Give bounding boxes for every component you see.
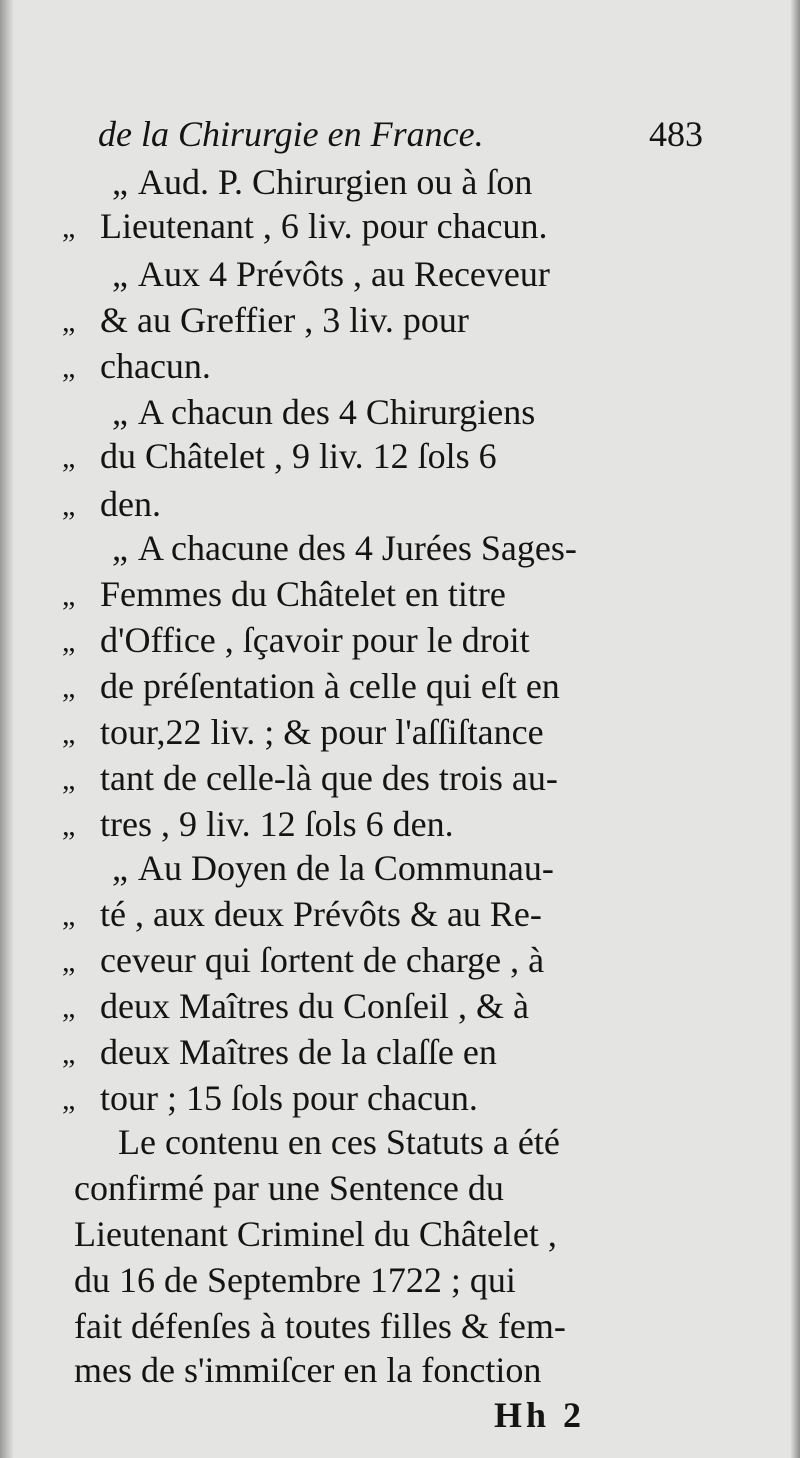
margin-quote-mark: „ bbox=[62, 717, 74, 750]
page-right-edge bbox=[790, 0, 800, 1458]
margin-quote-mark: „ bbox=[62, 305, 74, 338]
text-line: Lieutenant Criminel du Châtelet , bbox=[74, 1214, 557, 1254]
line-text: Au Doyen de la Communau- bbox=[137, 848, 554, 888]
margin-quote-mark: „ bbox=[62, 351, 74, 384]
text-line: d'Office , ſçavoir pour le droit bbox=[100, 620, 530, 660]
text-line: Femmes du Châtelet en titre bbox=[100, 574, 506, 614]
margin-quote-mark: „ bbox=[62, 763, 74, 796]
margin-quote-mark: „ bbox=[62, 809, 74, 842]
line-text: A chacune des 4 Jurées Sages- bbox=[137, 528, 577, 568]
text-line: mes de s'immiſcer en la fonction bbox=[74, 1350, 542, 1390]
text-line bbox=[112, 526, 577, 570]
text-line: Le contenu en ces Statuts a été bbox=[118, 1122, 560, 1162]
running-title: de la Chirurgie en France. bbox=[98, 114, 484, 154]
running-header bbox=[98, 112, 703, 162]
text-line: du 16 de Septembre 1722 ; qui bbox=[74, 1260, 516, 1300]
margin-quote-mark: „ bbox=[62, 441, 74, 474]
quote-mark: „ bbox=[112, 528, 128, 568]
text-line: ceveur qui ſortent de charge , à bbox=[100, 940, 545, 980]
text-line: té , aux deux Prévôts & au Re- bbox=[100, 894, 542, 934]
quote-mark: „ bbox=[112, 162, 128, 202]
text-line: tour ; 15 ſols pour chacun. bbox=[100, 1078, 478, 1118]
margin-quote-mark: „ bbox=[62, 579, 74, 612]
text-line: chacun. bbox=[100, 346, 211, 386]
text-line: fait défenſes à toutes filles & fem- bbox=[74, 1306, 566, 1346]
text-line: & au Greffier , 3 liv. pour bbox=[100, 300, 469, 340]
text-line: deux Maîtres de la claſſe en bbox=[100, 1032, 497, 1072]
margin-quote-mark: „ bbox=[62, 625, 74, 658]
text-line: den. bbox=[100, 484, 161, 524]
line-text: Aux 4 Prévôts , au Receveur bbox=[137, 254, 550, 294]
margin-quote-mark: „ bbox=[62, 991, 74, 1024]
text-line: confirmé par une Sentence du bbox=[74, 1168, 504, 1208]
text-line bbox=[112, 846, 554, 890]
text-line: tour,22 liv. ; & pour l'aſſiſtance bbox=[100, 712, 544, 752]
margin-quote-mark: „ bbox=[62, 211, 74, 244]
quote-mark: „ bbox=[112, 848, 128, 888]
text-line: tres , 9 liv. 12 ſols 6 den. bbox=[100, 804, 454, 844]
page-left-edge bbox=[0, 0, 14, 1458]
text-line: de préſentation à celle qui eſt en bbox=[100, 666, 560, 706]
margin-quote-mark: „ bbox=[62, 671, 74, 704]
text-line bbox=[112, 160, 532, 204]
text-line bbox=[112, 252, 550, 296]
signature-mark: Hh 2 bbox=[494, 1395, 586, 1435]
margin-quote-mark: „ bbox=[62, 899, 74, 932]
margin-quote-mark: „ bbox=[62, 1037, 74, 1070]
text-line: deux Maîtres du Conſeil , & à bbox=[100, 986, 529, 1026]
quote-mark: „ bbox=[112, 254, 128, 294]
text-line bbox=[112, 390, 535, 434]
line-text: Aud. P. Chirurgien ou à ſon bbox=[137, 162, 533, 202]
quote-mark: „ bbox=[112, 392, 128, 432]
page-number: 483 bbox=[649, 114, 703, 154]
margin-quote-mark: „ bbox=[62, 489, 74, 522]
text-line: tant de celle-là que des trois au- bbox=[100, 758, 558, 798]
text-line: du Châtelet , 9 liv. 12 ſols 6 bbox=[100, 436, 497, 476]
line-text: A chacun des 4 Chirurgiens bbox=[137, 392, 536, 432]
text-line: Lieutenant , 6 liv. pour chacun. bbox=[100, 206, 548, 246]
margin-quote-mark: „ bbox=[62, 945, 74, 978]
margin-quote-mark: „ bbox=[62, 1083, 74, 1116]
